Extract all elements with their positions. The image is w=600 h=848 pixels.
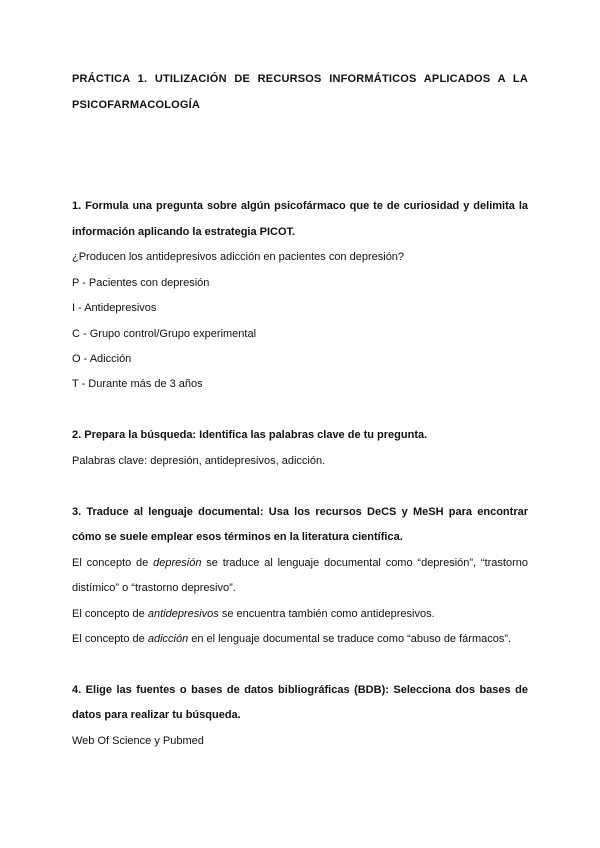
picot-item-c: C - Grupo control/Grupo experimental xyxy=(72,328,257,340)
q2-answer: Palabras clave: depresión, antidepresivos, adicción. xyxy=(72,455,326,467)
picot-item-o: O - Adicción xyxy=(72,353,132,365)
q1-heading-line2: información aplicando la estrategia PICOT. xyxy=(72,226,296,238)
q3-p2-suffix: se encuentra también como antidepresivos. xyxy=(221,608,435,620)
q3-paragraph3 xyxy=(72,632,511,646)
picot-item-t: T - Durante más de 3 años xyxy=(72,378,203,390)
q3-paragraph2 xyxy=(72,607,435,621)
q3-p1-suffix: se traduce al lenguaje documental como “depresión”, “trastorno xyxy=(206,557,528,569)
q3-paragraph1-line2: distímico” o “trastorno depresivo”. xyxy=(72,582,236,594)
q1-heading-line1: 1. Formula una pregunta sobre algún psicofármaco que te de curiosidad y delimita la xyxy=(72,200,528,212)
q3-p1-prefix: El concepto de xyxy=(72,557,149,569)
q3-p3-suffix: en el lenguaje documental se traduce como “abuso de fármacos”. xyxy=(191,633,512,645)
q4-answer: Web Of Science y Pubmed xyxy=(72,735,204,747)
document-title-line1: PRÁCTICA 1. UTILIZACIÓN DE RECURSOS INFORMÁTICOS APLICADOS A LA xyxy=(72,73,528,85)
q3-p2-prefix: El concepto de xyxy=(72,608,145,620)
q2-heading: 2. Prepara la búsqueda: Identifica las palabras clave de tu pregunta. xyxy=(72,429,428,441)
picot-item-i: I - Antidepresivos xyxy=(72,302,157,314)
q3-p3-term: adicción xyxy=(147,633,189,645)
q3-p1-term: depresión xyxy=(153,557,202,569)
q4-heading-line1: 4. Elige las fuentes o bases de datos bibliográficas (BDB): Selecciona dos bases de xyxy=(72,684,528,696)
q3-paragraph1-line1 xyxy=(72,556,528,570)
picot-item-p: P - Pacientes con depresión xyxy=(72,277,210,289)
q3-heading-line2: cómo se suele emplear esos términos en la literatura científica. xyxy=(72,531,403,543)
q4-heading-line2: datos para realizar tu búsqueda. xyxy=(72,709,241,721)
q1-question: ¿Producen los antidepresivos adicción en pacientes con depresión? xyxy=(72,251,405,263)
q3-heading-line1: 3. Traduce al lenguaje documental: Usa los recursos DeCS y MeSH para encontrar xyxy=(72,506,528,518)
document-title-line2: PSICOFARMACOLOGÍA xyxy=(72,99,201,111)
q3-p2-term: antidepresivos xyxy=(147,608,219,620)
q3-p3-prefix: El concepto de xyxy=(72,633,145,645)
